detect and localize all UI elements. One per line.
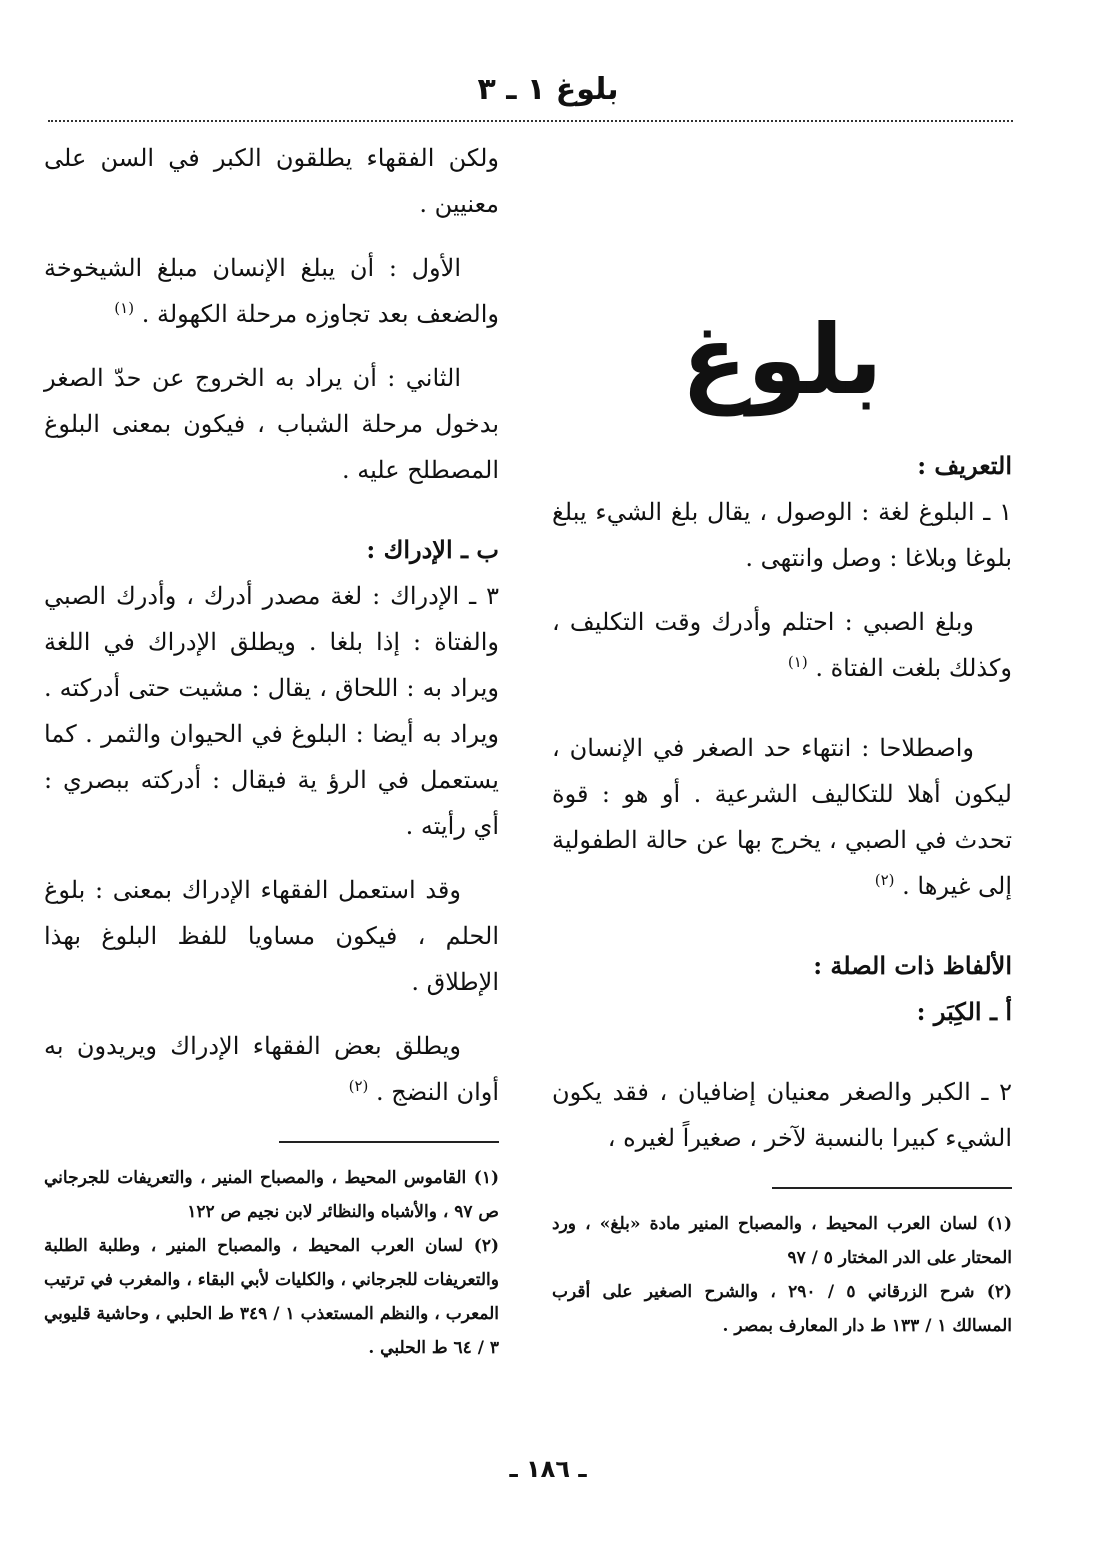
subheading-kibar: أ ـ الكِبَر : — [916, 997, 1012, 1026]
footnote-ref: (١) — [114, 299, 135, 317]
footnote-ref: (٢) — [874, 871, 895, 889]
related-terms-heading: الألفاظ ذات الصلة : — [813, 951, 1012, 980]
paragraph-technical-definition — [552, 725, 1012, 909]
page-number: ـ ١٨٦ ـ — [509, 1455, 587, 1483]
running-title: بلوغ ١ ـ ٣ — [477, 72, 619, 107]
footnote-ref: (١) — [787, 653, 808, 671]
paragraph-language-definition: ١ ـ البلوغ لغة : الوصول ، يقال بلغ الشيء يبلغ بلوغا وبلاغا : وصل وانتهى . — [552, 498, 1012, 572]
paragraph-idrak-language: ٣ ـ الإدراك : لغة مصدر أدرك ، وأدرك الصبي والفتاة : إذا بلغا . ويطلق الإدراك في اللغة ويراد به : اللحاق ، يقال : مشيت حتى أدركته . ويراد به أيضا : البلوغ في الحيوان والثمر . كما يستعمل في الرؤ ية فيقال : أدركته ببصري : أي رأيته . — [44, 582, 499, 840]
paragraph-text: وبلغ الصبي : احتلم وأدرك وقت التكليف ، وكذلك بلغت الفتاة . — [552, 608, 1012, 682]
paragraph-two-meanings: ولكن الفقهاء يطلقون الكبر في السن على معنيين . — [44, 144, 499, 218]
definition-heading: التعريف : — [917, 451, 1012, 480]
paragraph-idrak-ripeness — [44, 1023, 499, 1115]
footnote-2: (٢) شرح الزرقاني ٥ / ٢٩٠ ، والشرح الصغير على أقرب المسالك ١ / ١٣٣ ط دار المعارف بمصر . — [552, 1282, 1012, 1336]
paragraph-boy-reached — [552, 599, 1012, 691]
paragraph-first-meaning — [44, 245, 499, 337]
footnote-1: (١) القاموس المحيط ، والمصباح المنير ، والتعريفات للجرجاني ص ٩٧ ، والأشباه والنظائر لابن نجيم ص ١٢٢ — [44, 1168, 499, 1222]
paragraph-text: الأول : أن يبلغ الإنسان مبلغ الشيخوخة والضعف بعد تجاوزه مرحلة الكهولة . — [44, 254, 499, 328]
paragraph-idrak-jurists: وقد استعمل الفقهاء الإدراك بمعنى : بلوغ الحلم ، فيكون مساويا للفظ البلوغ بهذا الإطلاق . — [44, 876, 499, 996]
footnote-rule — [772, 1187, 1012, 1189]
subheading-idrak: ب ـ الإدراك : — [366, 535, 499, 564]
header-dotted-rule — [48, 120, 1013, 122]
right-column — [552, 135, 1012, 1343]
footnote-2: (٢) لسان العرب المحيط ، والمصباح المنير ، وطلبة الطلبة والتعريفات للجرجاني ، والكليات لأبي البقاء ، والمغرب في ترتيب المعرب ، والنظم المستعذب ١ / ٣٤٩ ط الحلبي ، وحاشية قليوبي ٣ / ٦٤ ط الحلبي . — [44, 1236, 500, 1358]
footnote-rule — [279, 1141, 499, 1143]
left-column — [44, 135, 499, 1365]
paragraph-text: ويطلق بعض الفقهاء الإدراك ويريدون به أوان النضج . — [44, 1032, 499, 1106]
entry-title: بلوغ — [681, 304, 883, 416]
paragraph-text: واصطلاحا : انتهاء حد الصغر في الإنسان ، ليكون أهلا للتكاليف الشرعية . أو هو : قوة تحدث في الصبي ، يخرج بها عن حالة الطفولية إلى غيرها . — [552, 734, 1012, 900]
footnote-1: (١) لسان العرب المحيط ، والمصباح المنير مادة «بلغ» ، ورد المحتار على الدر المختار ٥ / ٩٧ — [552, 1214, 1012, 1268]
footnote-ref: (٢) — [348, 1077, 369, 1095]
paragraph-kibar: ٢ ـ الكبر والصغر معنيان إضافيان ، فقد يكون الشيء كبيرا بالنسبة لآخر ، صغيراً لغيره ، — [552, 1078, 1012, 1152]
paragraph-second-meaning: الثاني : أن يراد به الخروج عن حدّ الصغر بدخول مرحلة الشباب ، فيكون بمعنى البلوغ المصطلح عليه . — [44, 364, 499, 484]
